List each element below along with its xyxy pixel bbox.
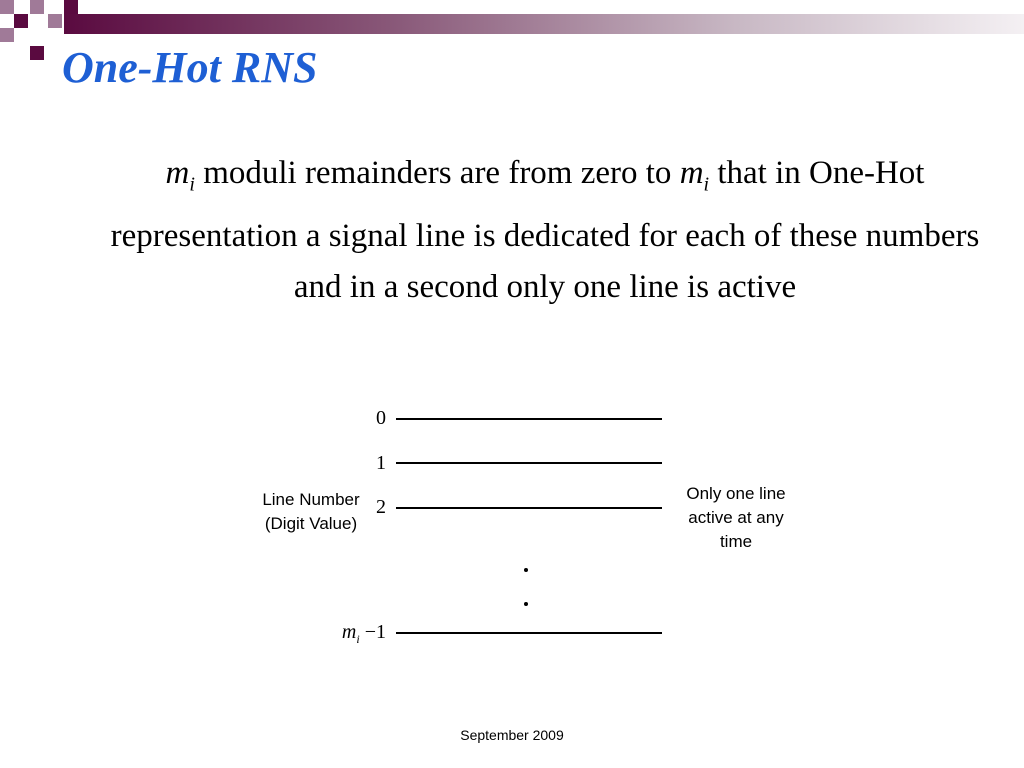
one-line-active-label: Only one line active at any time xyxy=(686,484,786,551)
line-label-2: 2 xyxy=(376,496,386,518)
body-text-part1: moduli remainders are from zero to xyxy=(194,155,680,191)
body-text-part2: that in One-Hot representation a signal line is dedicated for each of these numbers and in a second only one line is active xyxy=(110,155,980,305)
mi-symbol: $m_i$ xyxy=(341,621,360,646)
line-number-label: Line Number (Digit Value) xyxy=(262,490,360,533)
ellipsis-dot xyxy=(524,602,528,606)
line-label-last: $m_i -1$ xyxy=(341,621,386,646)
signal-line-1 xyxy=(396,462,662,464)
signal-line-0 xyxy=(396,418,662,420)
mi-symbol: $m_i$ xyxy=(679,155,710,196)
signal-line-last xyxy=(396,632,662,634)
line-label-0: 0 xyxy=(376,407,386,429)
signal-line-2 xyxy=(396,507,662,509)
mi-symbol: $m_i$ xyxy=(165,155,195,196)
slide-title: One-Hot RNS xyxy=(62,43,318,92)
line-label-1: 1 xyxy=(376,452,386,474)
slide-footer: September 2009 xyxy=(460,727,564,743)
ellipsis-dot xyxy=(524,568,528,572)
